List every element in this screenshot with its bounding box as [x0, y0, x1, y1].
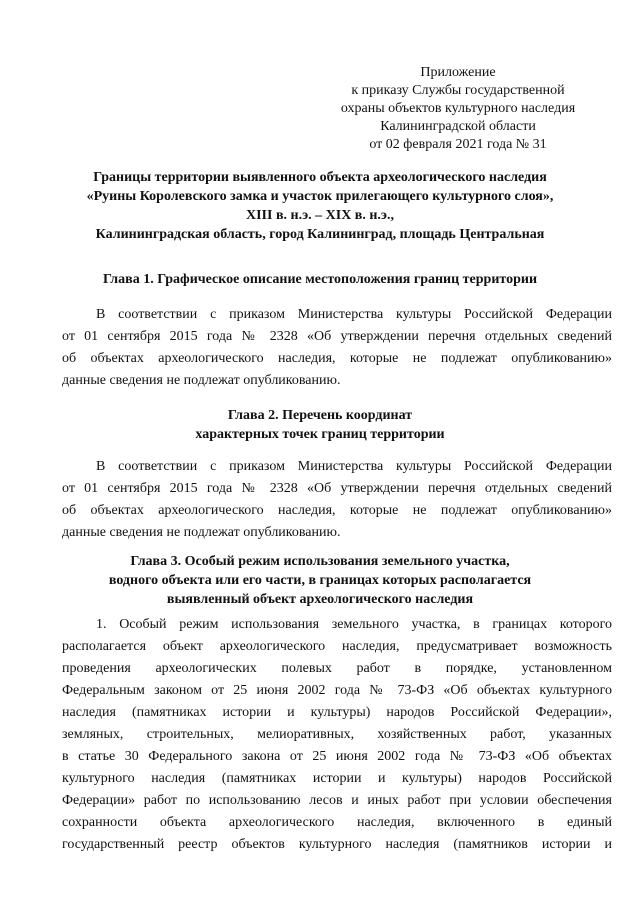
title-line: Границы территории выявленного объекта археологического наследия: [93, 170, 547, 185]
paragraph-line: наследия (памятниках истории и культуры) народов Российской Федерации»,: [62, 705, 612, 720]
paragraph-line: об объектах археологического наследия, которые не подлежат опубликованию»: [62, 503, 612, 518]
paragraph-line: земляных, строительных, мелиоративных, хозяйственных работ, указанных: [62, 727, 612, 742]
paragraph-line: данные сведения не подлежат опубликованию.: [62, 373, 341, 388]
heading-line: водного объекта или его части, в границах которых располагается: [108, 573, 532, 588]
heading-line: Глава 2. Перечень координат: [227, 408, 413, 423]
chapter2-heading: [50, 406, 590, 444]
heading-line: выявленный объект археологического наследия: [166, 592, 474, 607]
appendix-line: Приложение: [420, 65, 496, 80]
paragraph-line: Федеральным законом от 25 июня 2002 года № 73-ФЗ «Об объектах культурного: [62, 683, 612, 698]
chapter3-heading: [50, 552, 590, 609]
paragraph-line: от 01 сентября 2015 года № 2328 «Об утверждении перечня отдельных сведений: [62, 481, 612, 496]
appendix-line: к приказу Службы государственной: [351, 83, 565, 98]
paragraph-line: от 01 сентября 2015 года № 2328 «Об утверждении перечня отдельных сведений: [62, 329, 612, 344]
chapter1-paragraph: [62, 304, 612, 392]
chapter3-paragraph: [62, 614, 612, 856]
paragraph-line: 1. Особый режим использования земельного участка, в границах которого: [96, 617, 612, 632]
title-line: XIII в. н.э. – XIX в. н.э.,: [246, 208, 394, 223]
appendix-line: охраны объектов культурного наследия: [340, 101, 576, 116]
heading-line: характерных точек границ территории: [195, 427, 445, 442]
paragraph-line: государственный реестр объектов культурного наследия (памятников истории и: [62, 837, 612, 852]
document-title: [50, 168, 590, 244]
appendix-line: Калининградской области: [380, 119, 536, 134]
paragraph-line: В соответствии с приказом Министерства культуры Российской Федерации: [96, 459, 612, 474]
paragraph-line: культурного наследия (памятниках истории и культуры) народов Российской: [62, 771, 612, 786]
paragraph-line: в статье 30 Федерального закона от 25 июня 2002 года № 73-ФЗ «Об объектах: [62, 749, 612, 764]
chapter1-heading: [50, 270, 590, 289]
paragraph-line: об объектах археологического наследия, которые не подлежат опубликованию»: [62, 351, 612, 366]
paragraph-line: данные сведения не подлежат опубликованию.: [62, 525, 341, 540]
paragraph-line: Федерации» работ по использованию лесов и иных работ при условии обеспечения: [62, 793, 612, 808]
appendix-block: [308, 64, 608, 154]
paragraph-line: проведения археологических полевых работ в порядке, установленном: [62, 661, 612, 676]
heading-line: Глава 1. Графическое описание местоположения границ территории: [102, 272, 538, 287]
title-line: Калининградская область, город Калининград, площадь Центральная: [95, 227, 545, 242]
paragraph-line: сохранности объекта археологического наследия, включенного в единый: [62, 815, 612, 830]
chapter2-paragraph: [62, 456, 612, 544]
appendix-line: от 02 февраля 2021 года № 31: [369, 137, 547, 152]
paragraph-line: располагается объект археологического наследия, предусматривает возможность: [62, 639, 612, 654]
paragraph-line: В соответствии с приказом Министерства культуры Российской Федерации: [96, 307, 612, 322]
heading-line: Глава 3. Особый режим использования земельного участка,: [130, 554, 510, 569]
title-line: «Руины Королевского замка и участок прилегающего культурного слоя»,: [86, 189, 554, 204]
